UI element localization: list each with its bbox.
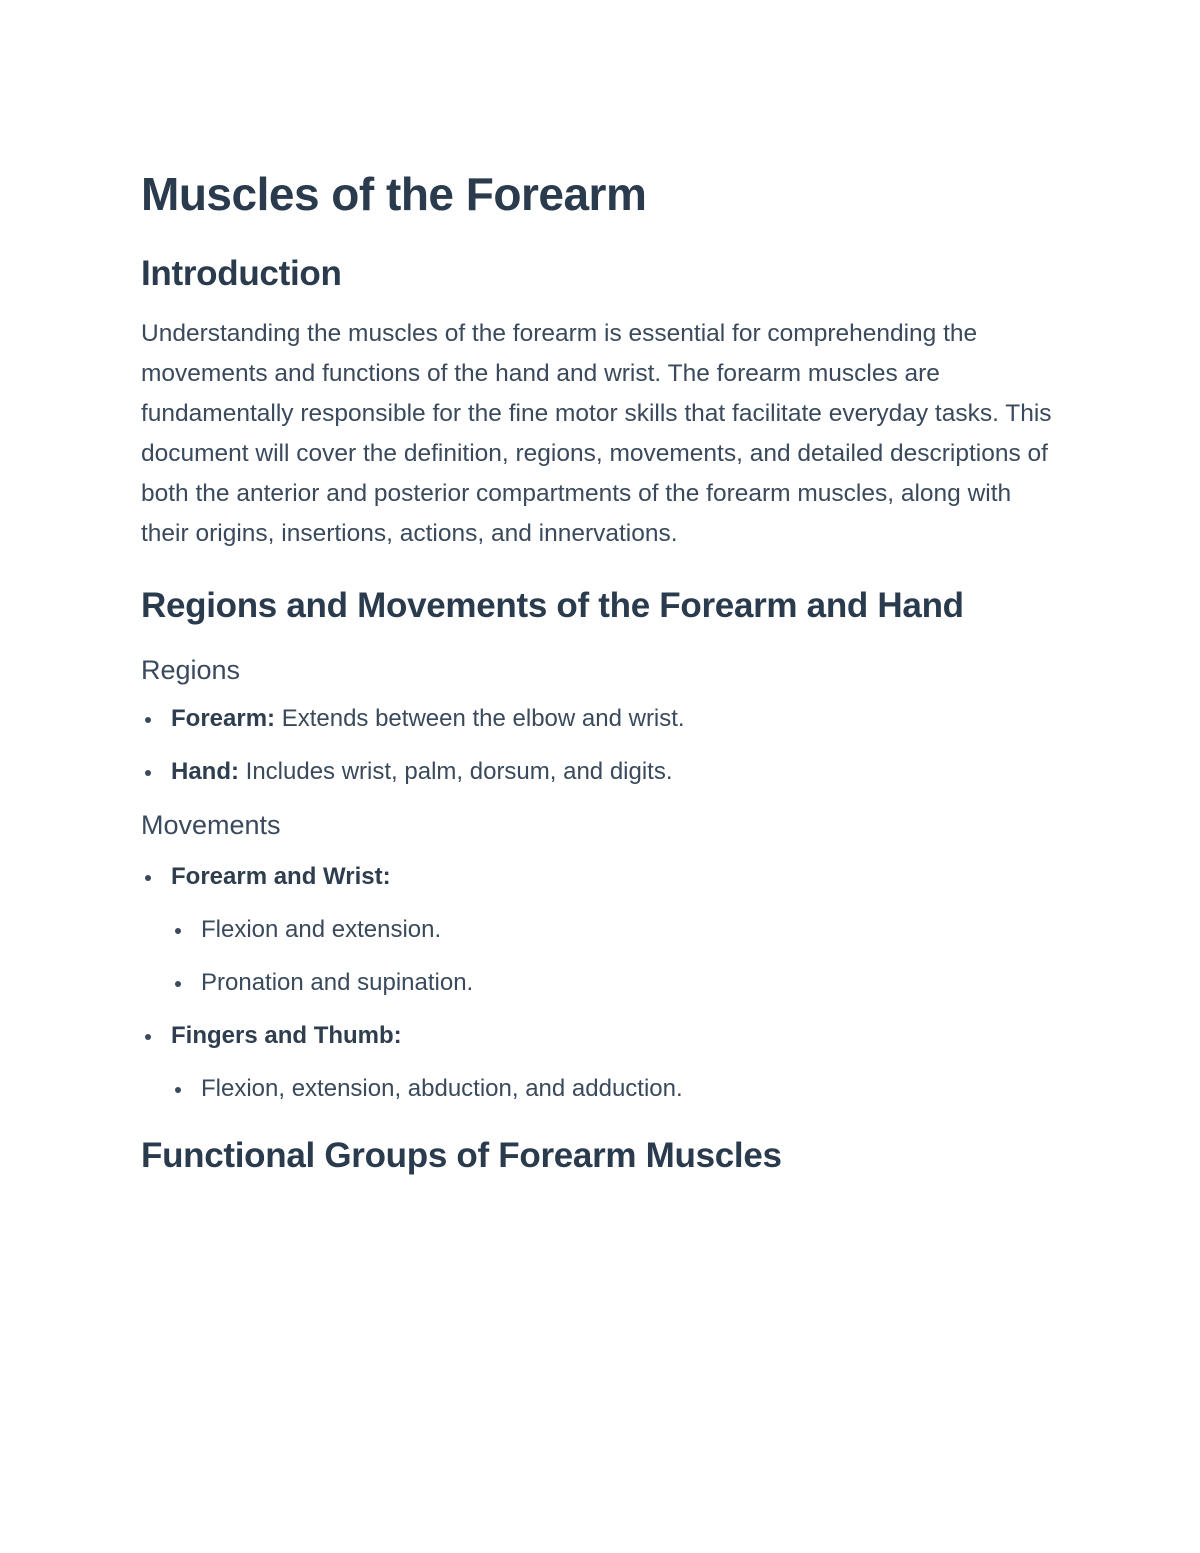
bullet-icon: [145, 770, 151, 776]
list-item-text: Includes wrist, palm, dorsum, and digits.: [239, 758, 673, 785]
introduction-heading: Introduction: [141, 254, 342, 293]
movements-subheading: Movements: [141, 810, 281, 840]
list-item-term: Hand:: [171, 758, 239, 785]
bullet-icon: [175, 981, 181, 987]
list-item-term: Forearm and Wrist:: [171, 863, 391, 890]
regions-list: [141, 702, 1061, 789]
regions-movements-heading: Regions and Movements of the Forearm and Hand: [141, 586, 964, 625]
list-item: [141, 1019, 1061, 1053]
list-item: [141, 966, 1061, 1000]
bullet-icon: [175, 928, 181, 934]
list-item: [141, 702, 1061, 736]
list-item-text: Flexion, extension, abduction, and adduction.: [201, 1075, 683, 1102]
list-item-text: Extends between the elbow and wrist.: [275, 705, 685, 732]
document-page: [141, 160, 1061, 1184]
document-title: Muscles of the Forearm: [141, 168, 647, 220]
list-item-term: Fingers and Thumb:: [171, 1022, 402, 1049]
list-item: [141, 860, 1061, 894]
bullet-icon: [145, 1034, 151, 1040]
functional-groups-heading: Functional Groups of Forearm Muscles: [141, 1136, 782, 1175]
list-item: [141, 755, 1061, 789]
list-item-text: Pronation and supination.: [201, 969, 474, 996]
bullet-icon: [175, 1087, 181, 1093]
list-item-term: Forearm:: [171, 705, 276, 732]
bullet-icon: [145, 875, 151, 881]
bullet-icon: [145, 717, 151, 723]
list-item: [141, 913, 1061, 947]
introduction-paragraph: Understanding the muscles of the forearm is essential for comprehending the movements and functions of the hand and wrist. The forearm muscles are fundamentally responsible for the fine motor skills that facilitate everyday tasks. This document will cover the definition, regions, movements, and detailed descriptions of both the anterior and posterior compartments of the forearm muscles, along with their origins, insertions, actions, and innervations.: [141, 320, 1052, 547]
list-item: [141, 1072, 1061, 1106]
regions-subheading: Regions: [141, 655, 241, 685]
list-item-text: Flexion and extension.: [201, 916, 442, 943]
movements-list: [141, 860, 1061, 1106]
